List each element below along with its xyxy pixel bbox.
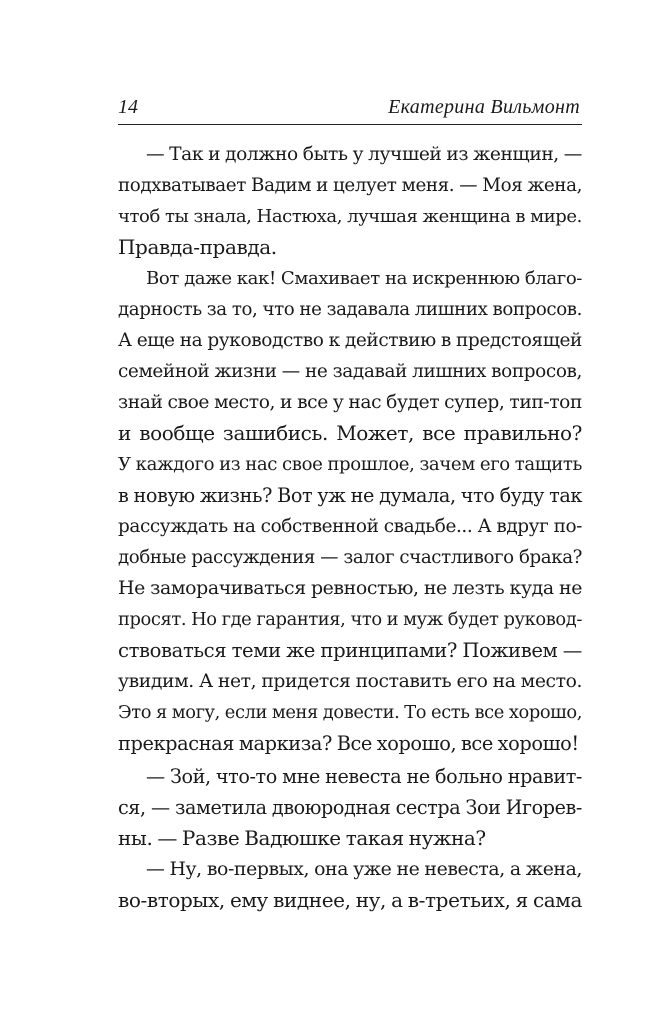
paragraph [118, 761, 582, 854]
text-line: знай свое место, и все у нас будет супер, тип-топ [118, 392, 582, 413]
text-line: прекрасная маркиза? Все хорошо, все хорошо! [118, 732, 579, 755]
text-line: ся, — заметила двоюродная сестра Зои Игорев- [118, 796, 582, 819]
text-line: в новую жизнь? Вот уж не думала, что буду так [118, 484, 582, 507]
paragraph [118, 854, 582, 916]
text-line: подхватывает Вадим и целует меня. — Моя жена, [118, 175, 582, 196]
text-line: Это я могу, если меня довести. То есть все хорошо, [118, 702, 582, 723]
text-line: чтоб ты знала, Настюха, лучшая женщина в мире. [118, 206, 582, 227]
text-line: и вообще зашибись. Может, все правильно? [118, 421, 582, 445]
text-line: — Так и должно быть у лучшей из женщин, — [146, 144, 582, 165]
text-line: добные рассуждения — залог счастливого брака? [118, 547, 582, 568]
text-line: увидим. А нет, придется поставить его на место. [118, 671, 582, 692]
running-title: Екатерина Вильмонт [388, 96, 580, 118]
paragraph [118, 263, 582, 759]
text-line: ствоваться теми же принципами? Поживем — [118, 639, 582, 662]
text-line: рассуждать на собственной свадьбе... А вдруг по- [118, 516, 582, 537]
page-header [118, 94, 580, 124]
text-block-1 [118, 139, 582, 759]
paragraph [118, 139, 582, 263]
text-line: Правда-правда. [118, 235, 277, 259]
text-line: просят. Но где гарантия, что и муж будет руковод- [118, 609, 582, 630]
page-number: 14 [118, 96, 138, 118]
text-line: ны. — Разве Вадюшке такая нужна? [118, 826, 486, 850]
text-line: во-вторых, ему виднее, ну, а в-третьих, я сама [118, 888, 582, 912]
header-rule [118, 124, 582, 125]
text-line: дарность за то, что не задавала лишних вопросов. [118, 299, 582, 320]
text-line: А еще на руководство к действию в предстоящей [118, 330, 582, 351]
text-line: Вот даже как! Смахивает на искреннюю благо- [146, 268, 582, 289]
text-line: семейной жизни — не задавай лишних вопросов, [118, 361, 582, 382]
text-line: Не заморачиваться ревностью, не лезть куда не [118, 577, 582, 599]
text-line: У каждого из нас свое прошлое, зачем его тащить [118, 454, 582, 475]
text-block-2 [118, 761, 582, 916]
text-line: — Ну, во-первых, она уже не невеста, а жена, [146, 859, 582, 880]
text-line: — Зой, что-то мне невеста не больно нравит- [146, 765, 582, 788]
